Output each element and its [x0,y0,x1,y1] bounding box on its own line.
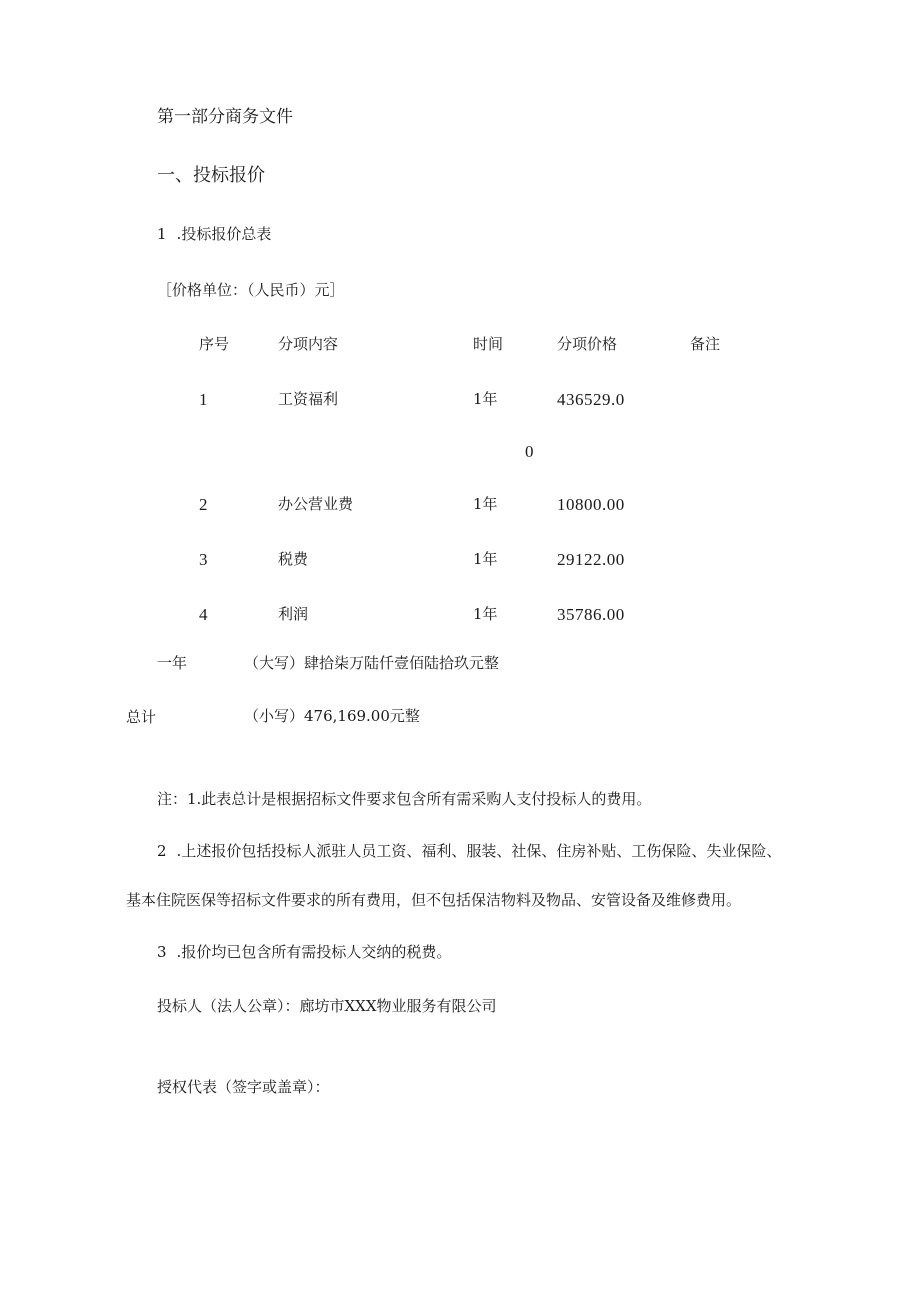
price-unit: ［价格单位：（人民币）元］ [157,281,345,299]
header-remark: 备注 [690,335,721,353]
note-2-line-2: 基本住院医保等招标文件要求的所有费用，但不包括保洁物料及物品、安管设备及维修费用。 [126,891,742,909]
total-lower: （小写）476,169.00元整 [244,707,420,725]
row-3-time: 1年 [473,550,498,568]
representative-line: 授权代表（签字或盖章）： [157,1078,330,1096]
subsection-title [157,227,271,242]
row-1-item: 工资福利 [278,390,339,408]
note-3-text: .报价均已包含所有需投标人交纳的税费。 [176,943,452,961]
header-time: 时间 [473,335,504,353]
row-3-item: 税费 [278,550,309,568]
note-3 [157,945,451,960]
row-2-price: 10800.00 [557,495,625,514]
bidder-line: 投标人（法人公章）：廊坊市XXX物业服务有限公司 [157,997,497,1015]
note-2-text: .上述报价包括投标人派驻人员工资、福利、服装、社保、住房补贴、工伤保险、失业保险、 [176,842,782,860]
part-title: 第一部分商务文件 [157,107,293,127]
section-title: 一、投标报价 [157,165,265,186]
row-2-item: 办公营业费 [278,495,354,513]
row-4-seq: 4 [199,605,208,624]
header-seq: 序号 [199,335,230,353]
row-4-item: 利润 [278,605,309,623]
row-1-time: 1年 [473,390,498,408]
row-3-seq: 3 [199,550,208,569]
total-label: 总计 [126,708,157,726]
header-price: 分项价格 [557,335,618,353]
note-3-number: 3 [157,943,167,961]
row-1-seq: 1 [199,390,208,409]
row-3-price: 29122.00 [557,550,625,569]
subsection-number: 1 [157,225,167,243]
row-1-price-wrap: 0 [525,442,534,461]
header-item: 分项内容 [278,335,339,353]
total-upper: （大写）肆拾柒万陆仟壹佰陆拾玖元整 [244,654,500,672]
note-2-line-1 [157,844,781,859]
total-period: 一年 [157,654,188,672]
row-2-seq: 2 [199,495,208,514]
subsection-text: .投标报价总表 [176,225,272,243]
row-4-price: 35786.00 [557,605,625,624]
row-4-time: 1年 [473,605,498,623]
row-2-time: 1年 [473,495,498,513]
note-1: 注：1.此表总计是根据招标文件要求包含所有需采购人支付投标人的费用。 [157,790,652,808]
note-2-number: 2 [157,842,167,860]
row-1-price: 436529.0 [557,390,625,409]
